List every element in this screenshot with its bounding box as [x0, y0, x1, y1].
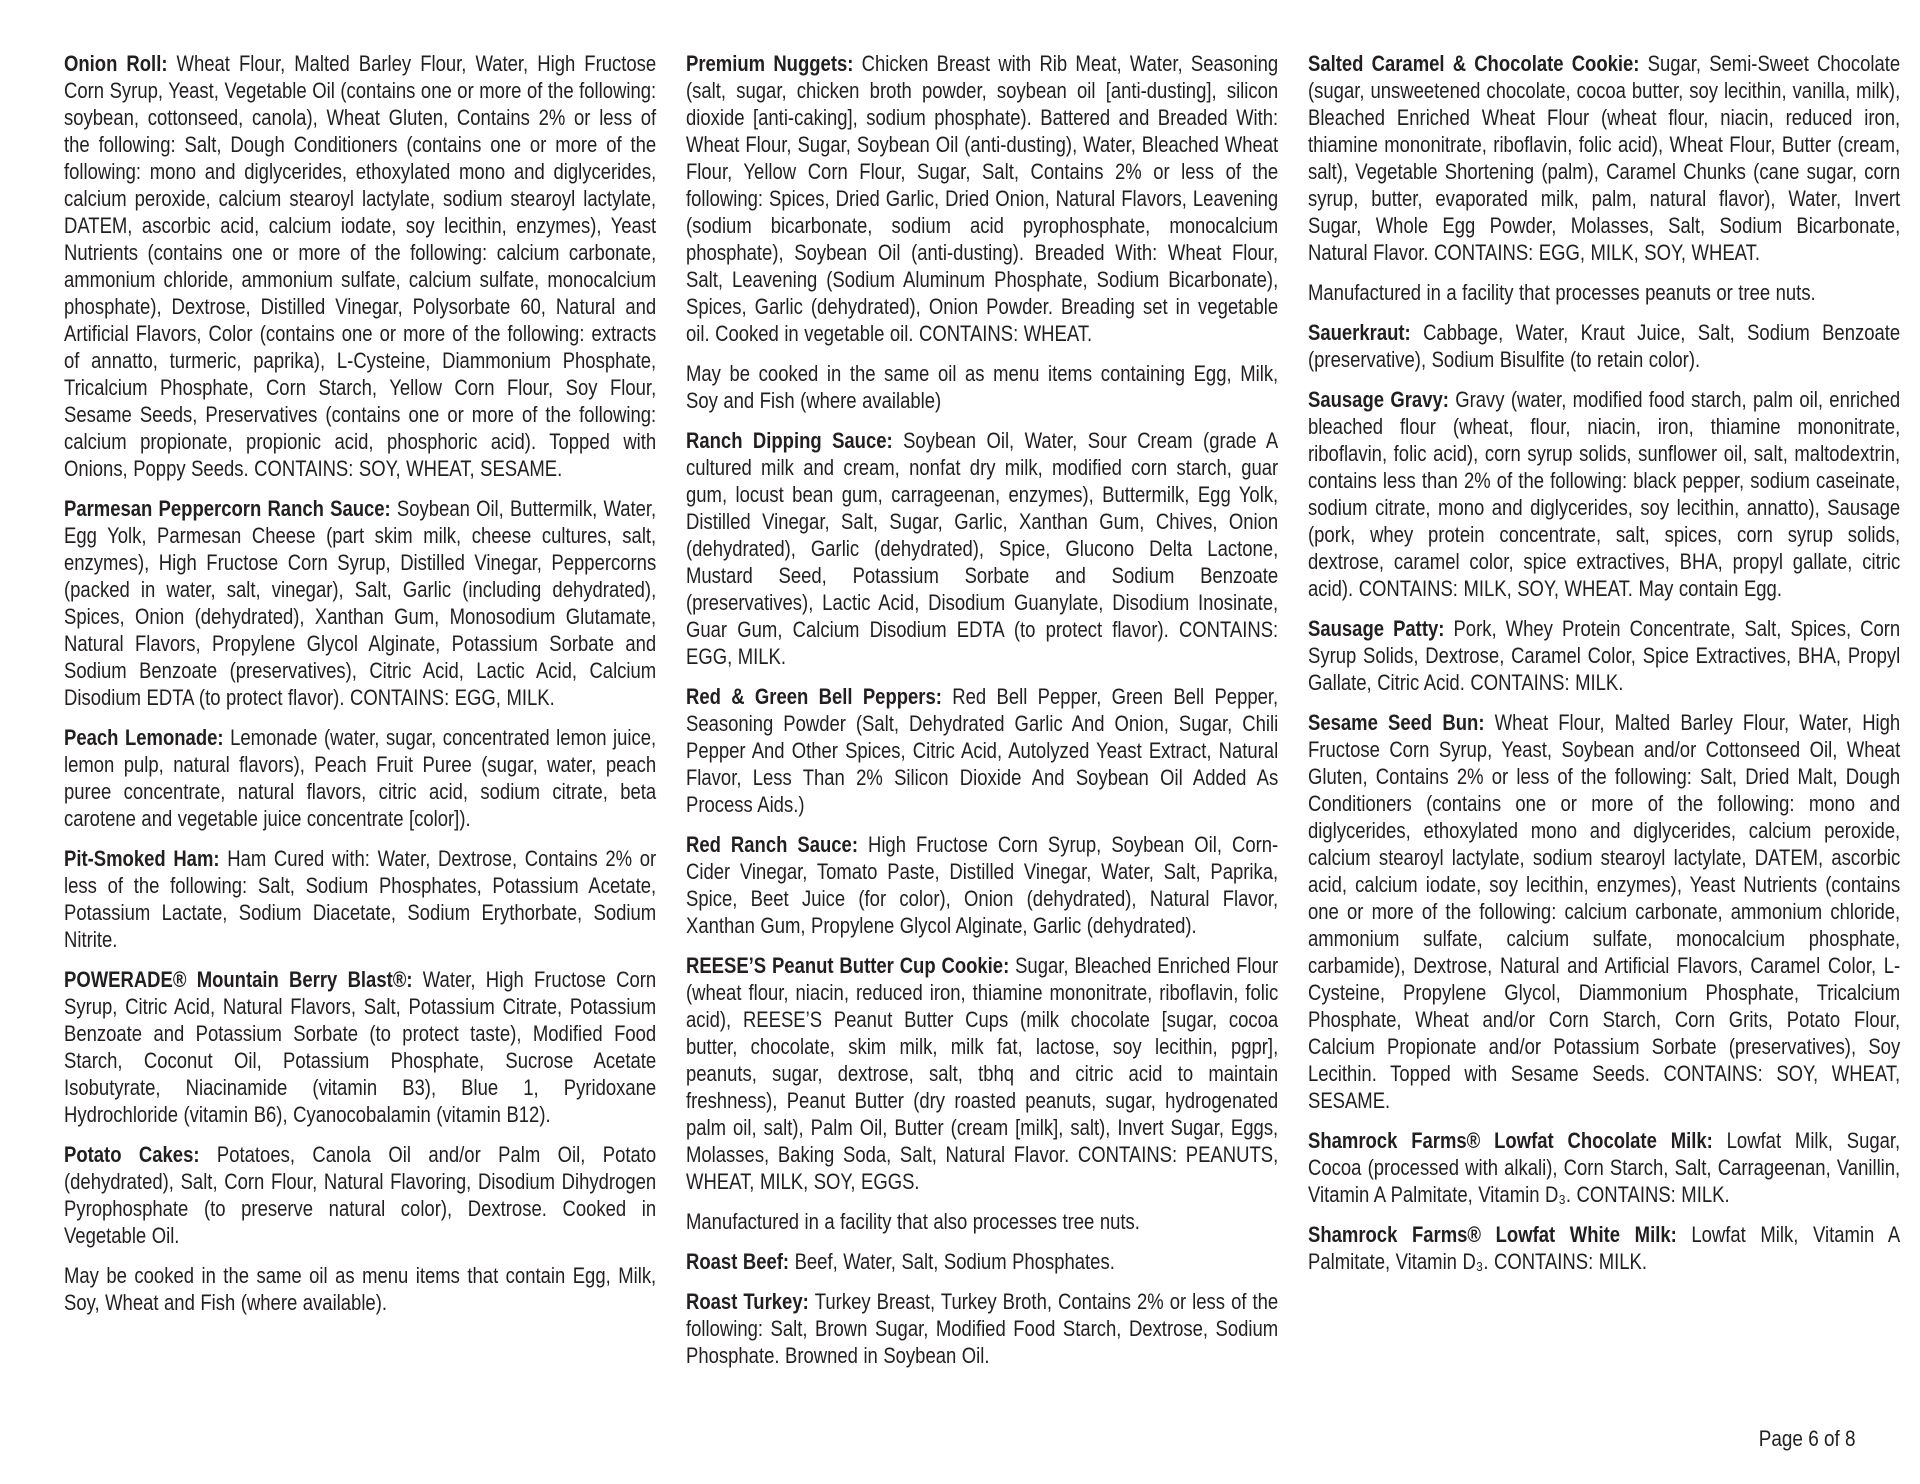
entry-ingredients-text: Wheat Flour, Malted Barley Flour, Water, High Fructose Corn Syrup, Yeast, Vegetable Oil (contains one or more of the following: soybean, cottonseed, canola), Wheat Gluten, Contains 2% or less of the following: Salt, Dough Conditioners (contains one or more of the following: mono and diglycerides, ethoxylated mono and diglycerides, calcium peroxide, calcium stearoyl lactylate, sodium stearoyl lactylate, DATEM, ascorbic acid, calcium iodate, soy lecithin, enzymes), Yeast Nutrients (contains one or more of the following: calcium carbonate, ammonium chloride, ammonium sulfate, calcium sulfate, monocalcium phosphate), Dextrose, Distilled Vinegar, Polysorbate 60, Natural and Artificial Flavors, Color (contains one or more of the following: extracts of annatto, turmeric, paprika), L-Cysteine, Diammonium Phosphate, Tricalcium Phosphate, Corn Starch, Yellow Corn Flour, Soy Flour, Sesame Seeds, Preservatives (contains one or more of the following: calcium propionate, propionic acid, phosphoric acid). Topped with Onions, Poppy Seeds. CONTAINS: SOY, WHEAT, SESAME. [64, 51, 657, 481]
entry-title: Red & Green Bell Peppers: [686, 684, 953, 709]
entry-ingredients-text: Potatoes, Canola Oil and/or Palm Oil, Potato (dehydrated), Salt, Corn Flour, Natural Flavoring, Disodium Dihydrogen Pyrophosphate (to preserve natural color), Dextrose. Cooked in Vegetable Oil. [64, 1142, 657, 1248]
entry-ingredients-text: Lemonade (water, sugar, concentrated lemon juice, lemon pulp, natural flavors), Peach Fruit Puree (sugar, water, peach puree concentrate, natural flavors, citric acid, sodium citrate, beta carotene and vegetable juice concentrate [color]). [64, 725, 657, 831]
entry-title: Potato Cakes: [64, 1142, 217, 1167]
entry-title: Roast Turkey: [686, 1289, 815, 1314]
ingredient-entry [64, 1141, 656, 1249]
entry-ingredients-text: Cabbage, Water, Kraut Juice, Salt, Sodium Benzoate (preservative), Sodium Bisulfite (to retain color). [1308, 320, 1901, 372]
entry-ingredients-text: Beef, Water, Salt, Sodium Phosphates. [794, 1249, 1115, 1274]
entry-ingredients-text: Gravy (water, modified food starch, palm oil, enriched bleached flour (wheat, flour, niacin, iron, thiamine mononitrate, riboflavin, folic acid), corn syrup solids, sunflower oil, salt, maltodextrin, contains less than 2% of the following: black pepper, sodium caseinate, sodium citrate, mono and diglycerides, soy lecithin, annatto), Sausage (pork, whey protein concentrate, salt, spices, corn syrup solids, dextrose, caramel color, spice extractives, BHA, propyl gallate, citric acid). CONTAINS: MILK, SOY, WHEAT. May contain Egg. [1308, 387, 1901, 601]
entry-title: Premium Nuggets: [686, 51, 862, 76]
entry-title: Red Ranch Sauce: [686, 832, 868, 857]
entry-title: Sausage Patty: [1308, 616, 1454, 641]
entry-title: Sausage Gravy: [1308, 387, 1456, 412]
entry-ingredients-text: Ham Cured with: Water, Dextrose, Contains 2% or less of the following: Salt, Sodium Phosphates, Potassium Acetate, Potassium Lactate, Sodium Diacetate, Sodium Erythorbate, Sodium Nitrite. [64, 846, 657, 952]
note-paragraph [686, 1208, 1278, 1235]
ingredient-entry [686, 1248, 1278, 1275]
entry-ingredients-text: Red Bell Pepper, Green Bell Pepper, Seasoning Powder (Salt, Dehydrated Garlic And Onion, Sugar, Chili Pepper And Other Spices, Citric Acid, Autolyzed Yeast Extract, Natural Flavor, Less Than 2% Silicon Dioxide And Soybean Oil Added As Process Aids.) [686, 684, 1279, 817]
ingredient-entry [64, 724, 656, 832]
entry-title: Onion Roll: [64, 51, 177, 76]
ingredient-entry [1308, 50, 1900, 266]
note-paragraph [1308, 279, 1900, 306]
entry-ingredients-text: Wheat Flour, Malted Barley Flour, Water, High Fructose Corn Syrup, Yeast, Soybean and/or Cottonseed Oil, Wheat Gluten, Contains 2% or less of the following: Salt, Dried Malt, Dough Conditioners (contains one or more of the following: mono and diglycerides, ethoxylated mono and diglycerides, calcium peroxide, calcium stearoyl lactylate, sodium stearoyl lactylate, DATEM, ascorbic acid, calcium iodate, soy lecithin, enzymes), Yeast Nutrients (contains one or more of the following: calcium carbonate, ammonium chloride, ammonium sulfate, calcium sulfate, monocalcium phosphate, carbamide), Dextrose, Natural and Artificial Flavors, Caramel Color, L-Cysteine, Propylene Glycol, Diammonium Phosphate, Tricalcium Phosphate, Wheat and/or Corn Starch, Corn Grits, Potato Flour, Calcium Propionate and/or Potassium Sorbate (preservatives), Soy Lecithin. Topped with Sesame Seeds. CONTAINS: SOY, WHEAT, SESAME. [1308, 710, 1901, 1113]
entry-ingredients-text: May be cooked in the same oil as menu items containing Egg, Milk, Soy and Fish (where available) [686, 361, 1279, 413]
ingredient-entry [686, 831, 1278, 939]
entry-title: Pit-Smoked Ham: [64, 846, 228, 871]
ingredient-entry [686, 427, 1278, 670]
entry-ingredients-text: Chicken Breast with Rib Meat, Water, Seasoning (salt, sugar, chicken broth powder, soybean oil [anti-dusting], silicon dioxide [anti-caking], sodium phosphate). Battered and Breaded With: Wheat Flour, Sugar, Soybean Oil (anti-dusting), Water, Bleached Wheat Flour, Yellow Corn Flour, Sugar, Salt, Contains 2% or less of the following: Spices, Dried Garlic, Dried Onion, Natural Flavors, Leavening (sodium bicarbonate, sodium acid pyrophosphate, monocalcium phosphate), Soybean Oil (anti-dusting). Breaded With: Wheat Flour, Salt, Leavening (Sodium Aluminum Phosphate, Sodium Bicarbonate), Spices, Garlic (dehydrated), Onion Powder. Breading set in vegetable oil. Cooked in vegetable oil. CONTAINS: WHEAT. [686, 51, 1279, 346]
entry-ingredients-text: Water, High Fructose Corn Syrup, Citric Acid, Natural Flavors, Salt, Potassium Citrate, Potassium Benzoate and Potassium Sorbate (to protect taste), Modified Food Starch, Coconut Oil, Potassium Phosphate, Sucrose Acetate Isobutyrate, Niacinamide (vitamin B3), Blue 1, Pyridoxane Hydrochloride (vitamin B6), Cyanocobalamin (vitamin B12). [64, 967, 657, 1127]
ingredient-entry [64, 495, 656, 711]
ingredient-entry [64, 845, 656, 953]
entry-ingredients-text: Turkey Breast, Turkey Broth, Contains 2% or less of the following: Salt, Brown Sugar, Modified Food Starch, Dextrose, Sodium Phosphate. Browned in Soybean Oil. [686, 1289, 1279, 1368]
entry-ingredients-text: Manufactured in a facility that also processes tree nuts. [686, 1209, 1140, 1234]
entry-ingredients-text: Sugar, Semi-Sweet Chocolate (sugar, unsweetened chocolate, cocoa butter, soy lecithin, vanilla, milk), Bleached Enriched Wheat Flour (wheat flour, niacin, reduced iron, thiamine mononitrate, riboflavin, folic acid), Wheat Flour, Butter (cream, salt), Vegetable Shortening (palm), Caramel Chunks (cane sugar, corn syrup, butter, evaporated milk, palm, natural flavor), Water, Invert Sugar, Whole Egg Powder, Molasses, Salt, Sodium Bicarbonate, Natural Flavor. CONTAINS: EGG, MILK, SOY, WHEAT. [1308, 51, 1901, 265]
ingredient-entry [1308, 615, 1900, 696]
entry-ingredients-text: Pork, Whey Protein Concentrate, Salt, Spices, Corn Syrup Solids, Dextrose, Caramel Color, Spice Extractives, BHA, Propyl Gallate, Citric Acid. CONTAINS: MILK. [1308, 616, 1901, 695]
entry-title: Ranch Dipping Sauce: [686, 428, 904, 453]
entry-title: Roast Beef: [686, 1249, 795, 1274]
entry-ingredients-text: Soybean Oil, Water, Sour Cream (grade A cultured milk and cream, nonfat dry milk, modified corn starch, guar gum, locust bean gum, carrageenan, enzymes), Buttermilk, Egg Yolk, Distilled Vinegar, Salt, Sugar, Garlic, Xanthan Gum, Chives, Onion (dehydrated), Garlic (dehydrated), Spice, Glucono Delta Lactone, Mustard Seed, Potassium Sorbate and Sodium Benzoate (preservatives), Lactic Acid, Disodium Guanylate, Disodium Inosinate, Guar Gum, Calcium Disodium EDTA (to protect flavor). CONTAINS: EGG, MILK. [686, 428, 1279, 669]
entry-title: Sauerkraut: [1308, 320, 1424, 345]
page-footer [1759, 1426, 1856, 1452]
column-2 [686, 50, 1278, 1382]
entry-ingredients-text: Lowfat Milk, Vitamin A Palmitate, Vitamin D₃. CONTAINS: MILK. [1308, 1222, 1901, 1274]
page-number: Page 6 of 8 [1759, 1426, 1856, 1451]
ingredient-entry [686, 1288, 1278, 1369]
entry-title: Sesame Seed Bun: [1308, 710, 1495, 735]
entry-title: Peach Lemonade: [64, 725, 231, 750]
column-3 [1308, 50, 1900, 1288]
ingredient-entry [1308, 709, 1900, 1114]
note-paragraph [686, 360, 1278, 414]
ingredient-entry [1308, 319, 1900, 373]
note-paragraph [64, 1262, 656, 1316]
entry-ingredients-text: High Fructose Corn Syrup, Soybean Oil, Corn-Cider Vinegar, Tomato Paste, Distilled Vinegar, Water, Salt, Paprika, Spice, Beet Juice (for color), Onion (dehydrated), Natural Flavor, Xanthan Gum, Propylene Glycol Alginate, Garlic (dehydrated). [686, 832, 1279, 938]
entry-title: Shamrock Farms® Lowfat Chocolate Milk: [1308, 1128, 1727, 1153]
ingredient-entry [1308, 1127, 1900, 1208]
entry-title: REESE’S Peanut Butter Cup Cookie: [686, 953, 1016, 978]
entry-title: Parmesan Peppercorn Ranch Sauce: [64, 496, 397, 521]
column-1 [64, 50, 656, 1329]
ingredient-entry [686, 952, 1278, 1195]
entry-ingredients-text: Sugar, Bleached Enriched Flour (wheat flour, niacin, reduced iron, thiamine mononitrate, riboflavin, folic acid), REESE’S Peanut Butter Cups (milk chocolate [sugar, cocoa butter, chocolate, skim milk, milk fat, lactose, soy lecithin, pgpr], peanuts, sugar, dextrose, salt, tbhq and citric acid to maintain freshness), Peanut Butter (dry roasted peanuts, sugar, hydrogenated palm oil, salt), Palm Oil, Butter (cream [milk], salt), Invert Sugar, Eggs, Molasses, Baking Soda, Salt, Natural Flavor. CONTAINS: PEANUTS, WHEAT, MILK, SOY, EGGS. [686, 953, 1279, 1194]
ingredient-entry [64, 50, 656, 482]
entry-ingredients-text: Soybean Oil, Buttermilk, Water, Egg Yolk, Parmesan Cheese (part skim milk, cheese cultures, salt, enzymes), High Fructose Corn Syrup, Distilled Vinegar, Peppercorns (packed in water, salt, vinegar), Salt, Garlic (including dehydrated), Spices, Onion (dehydrated), Xanthan Gum, Monosodium Glutamate, Natural Flavors, Propylene Glycol Alginate, Potassium Sorbate and Sodium Benzoate (preservatives), Citric Acid, Lactic Acid, Calcium Disodium EDTA (to protect flavor). CONTAINS: EGG, MILK. [64, 496, 657, 710]
entry-title: Shamrock Farms® Lowfat White Milk: [1308, 1222, 1692, 1247]
ingredient-entry [64, 966, 656, 1128]
ingredient-entry [686, 683, 1278, 818]
ingredient-entry [686, 50, 1278, 347]
entry-title: Salted Caramel & Chocolate Cookie: [1308, 51, 1648, 76]
ingredient-entry [1308, 1221, 1900, 1275]
entry-ingredients-text: Lowfat Milk, Sugar, Cocoa (processed with alkali), Corn Starch, Salt, Carrageenan, Vanillin, Vitamin A Palmitate, Vitamin D₃. CONTAINS: MILK. [1308, 1128, 1901, 1207]
entry-title: POWERADE® Mountain Berry Blast®: [64, 967, 423, 992]
entry-ingredients-text: May be cooked in the same oil as menu items that contain Egg, Milk, Soy, Wheat and Fish (where available). [64, 1263, 657, 1315]
entry-ingredients-text: Manufactured in a facility that processes peanuts or tree nuts. [1308, 280, 1816, 305]
ingredient-entry [1308, 386, 1900, 602]
